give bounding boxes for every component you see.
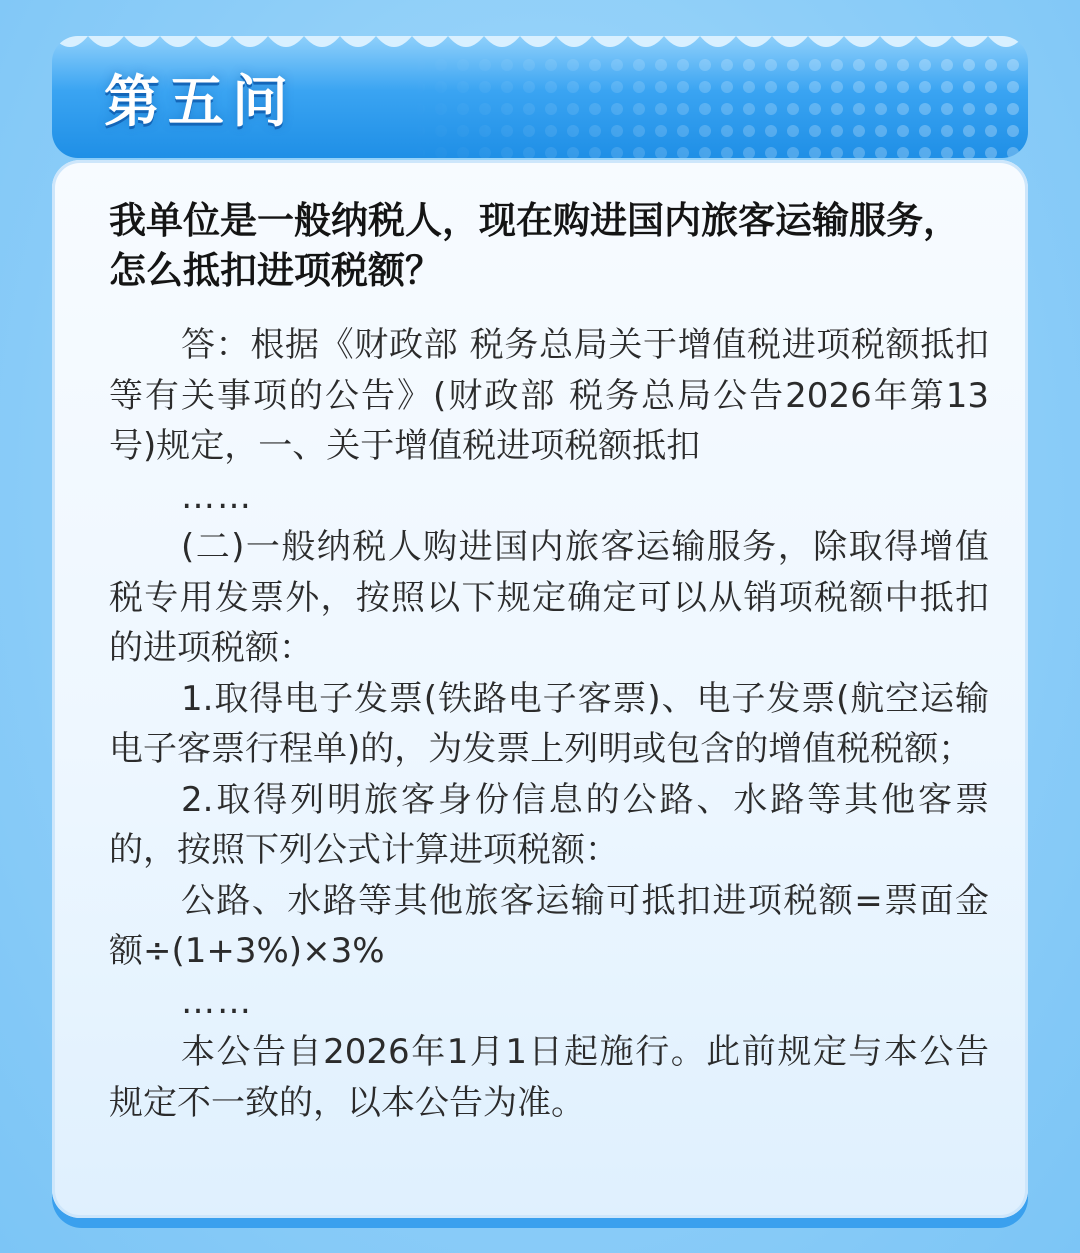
page-title: 第五问 <box>104 70 296 135</box>
answer-section <box>109 320 989 1128</box>
answer-paragraph-effective-date: 本公告自2026年1月1日起施行。此前规定与本公告规定不一致的，以本公告为准。 <box>109 1032 989 1123</box>
answer-paragraph-item-2: (二)一般纳税人购进国内旅客运输服务，除取得增值税专用发票外，按照以下规定确定可以从销项税额中抵扣的进项税额： <box>109 527 989 668</box>
answer-paragraph-rule-1: 1.取得电子发票(铁路电子客票)、电子发票(航空运输电子客票行程单)的，为发票上列明或包含的增值税税额； <box>109 678 989 769</box>
answer-ellipsis: …… <box>181 476 253 517</box>
answer-ellipsis: …… <box>181 981 253 1022</box>
answer-paragraph-rule-2: 2.取得列明旅客身份信息的公路、水路等其他客票的，按照下列公式计算进项税额： <box>109 779 989 870</box>
answer-paragraph-formula: 公路、水路等其他旅客运输可抵扣进项税额=票面金额÷(1+3%)×3% <box>109 880 989 971</box>
dot-pattern-decoration <box>408 54 1028 158</box>
question-heading: 我单位是一般纳税人，现在购进国内旅客运输服务，怎么抵扣进项税额？ <box>109 199 960 292</box>
content-card <box>52 160 1028 1228</box>
content-card-body <box>52 160 1028 1218</box>
answer-paragraph-intro: 答：根据《财政部 税务总局关于增值税进项税额抵扣等有关事项的公告》(财政部 税务总局公告2026年第13号)规定，一、关于增值税进项税额抵扣 <box>109 325 989 466</box>
